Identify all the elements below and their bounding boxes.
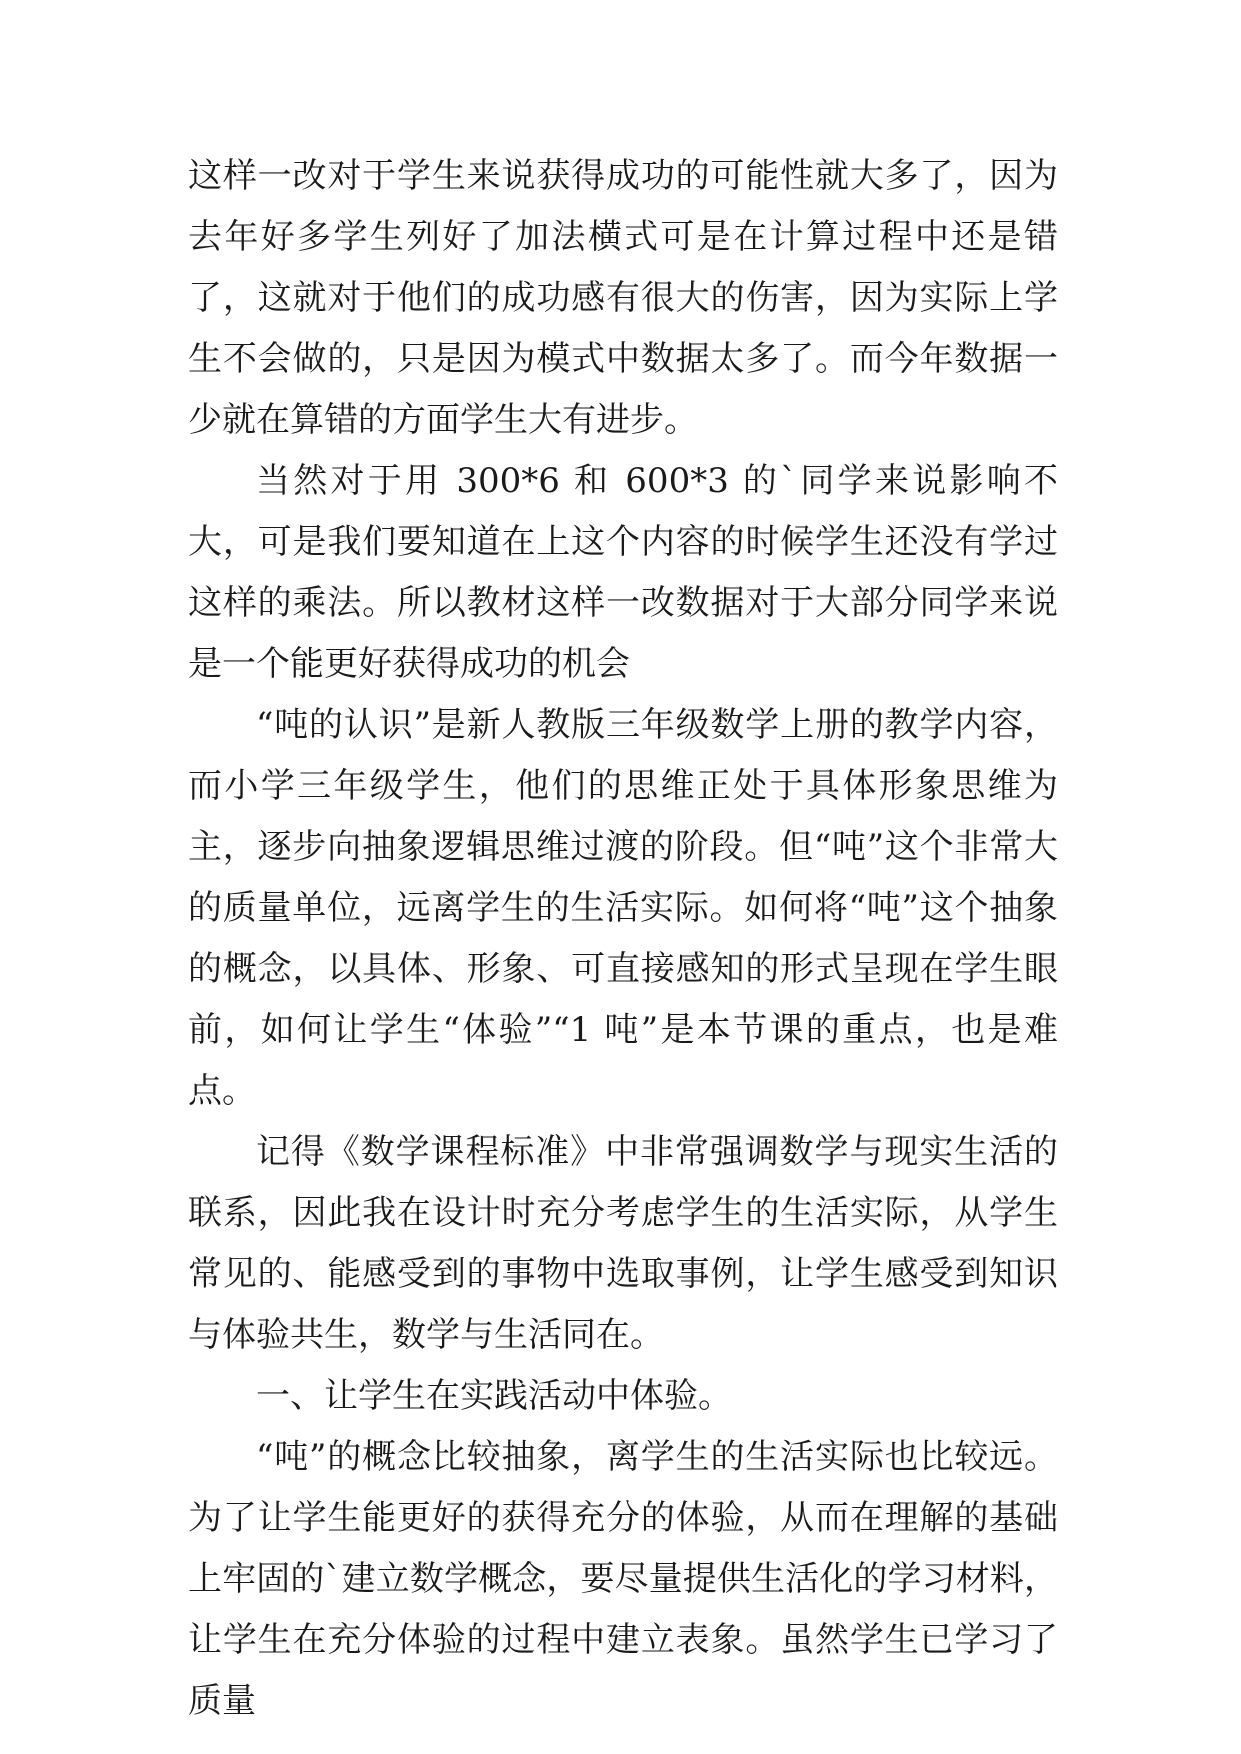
paragraph-5: 一、让学生在实践活动中体验。 [256,1376,732,1416]
paragraph-1: 这样一改对于学生来说获得成功的可能性就大多了，因为去年好多学生列好了加法横式可是在计算过程中还是错了，这就对于他们的成功感有很大的伤害，因为实际上学生不会做的，只是因为模式中数据太多了。而今年数据一少就在算错的方面学生大有进步。 [188,156,1058,440]
paragraph-6: “吨”的概念比较抽象，离学生的生活实际也比较远。为了让学生能更好的获得充分的体验，从而在理解的基础上牢固的`建立数学概念，要尽量提供生活化的学习材料，让学生在充分体验的过程中建立表象。虽然学生已学习了质量 [188,1437,1058,1721]
paragraph-3: “吨的认识”是新人教版三年级数学上册的教学内容，而小学三年级学生，他们的思维正处于具体形象思维为主，逐步向抽象逻辑思维过渡的阶段。但“吨”这个非常大的质量单位，远离学生的生活实际。如何将“吨”这个抽象的概念，以具体、形象、可直接感知的形式呈现在学生眼前，如何让学生“体验”“1 吨”是本节课的重点，也是难点。 [188,705,1058,1111]
paragraph-2: 当然对于用 300*6 和 600*3 的`同学来说影响不大，可是我们要知道在上这个内容的时候学生还没有学过这样的乘法。所以教材这样一改数据对于大部分同学来说是一个能更好获得成功的机会 [188,461,1058,684]
document-body [188,146,1058,1732]
paragraph-4: 记得《数学课程标准》中非常强调数学与现实生活的联系，因此我在设计时充分考虑学生的生活实际，从学生常见的、能感受到的事物中选取事例，让学生感受到知识与体验共生，数学与生活同在。 [188,1132,1058,1355]
